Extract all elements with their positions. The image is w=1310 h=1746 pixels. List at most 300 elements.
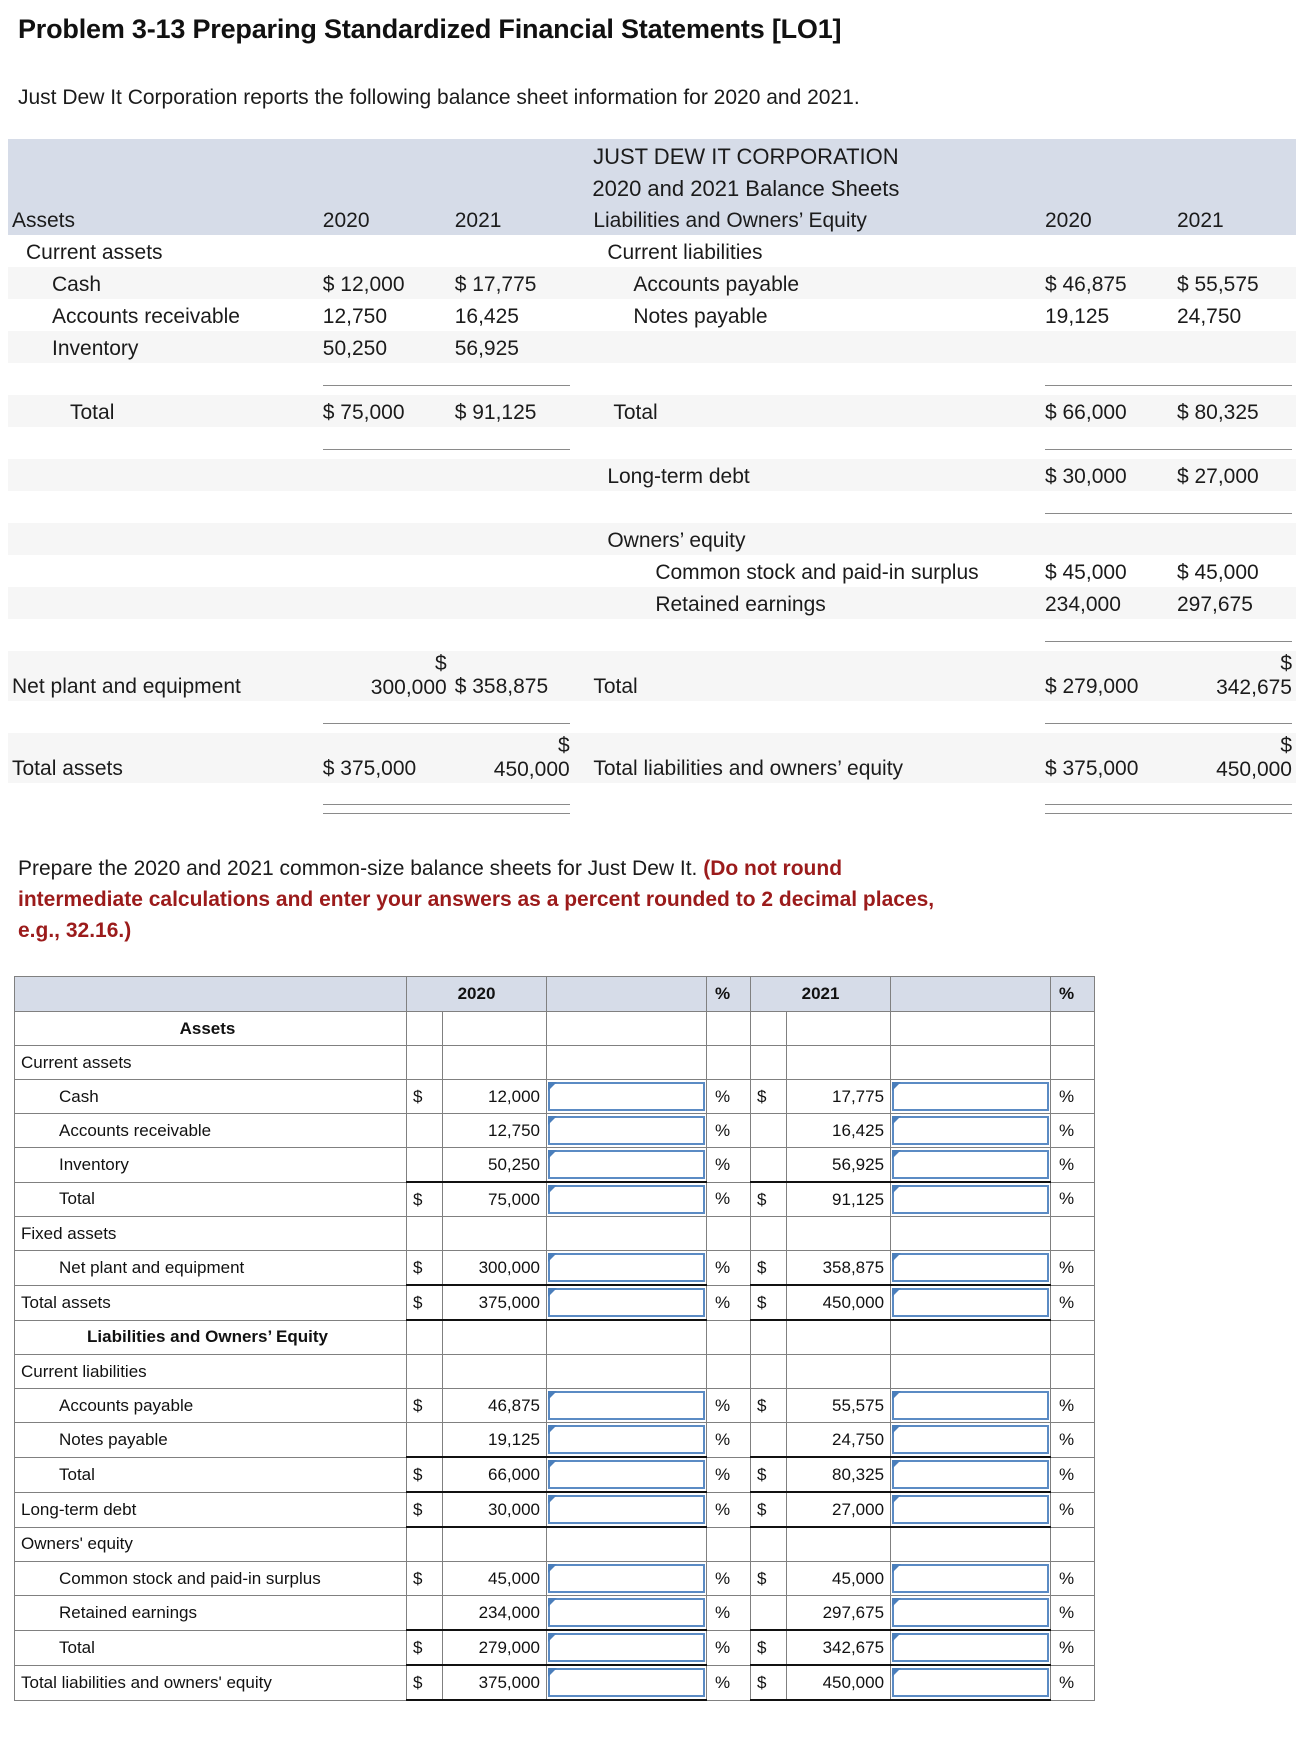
dollar-sign-21: $: [751, 1457, 787, 1492]
row-label: Net plant and equipment: [15, 1251, 407, 1286]
percent-symbol-21: %: [1051, 1596, 1095, 1631]
percent-input-cell-20[interactable]: [547, 1665, 707, 1700]
prompt-black-text: Prepare the 2020 and 2021 common-size balance sheets for Just Dew It.: [18, 857, 698, 880]
percent-symbol-21: [1051, 1355, 1095, 1389]
long-term-debt-2021: $ 27,000: [1173, 459, 1296, 491]
dollar-sign-20: $: [407, 1389, 443, 1423]
percent-input-cell-21: [891, 1217, 1051, 1251]
percent-symbol-21: %: [1051, 1665, 1095, 1700]
percent-input-cell-20[interactable]: [547, 1562, 707, 1596]
percent-input-21[interactable]: [892, 1564, 1049, 1593]
percent-input-cell-20[interactable]: [547, 1114, 707, 1148]
percent-input-cell-21[interactable]: [891, 1630, 1051, 1665]
amount-21: [787, 1046, 891, 1080]
table-row: [15, 1665, 1095, 1700]
percent-input-cell-21: [891, 1355, 1051, 1389]
percent-input-20[interactable]: [548, 1391, 705, 1420]
percent-symbol-21: %: [1051, 1389, 1095, 1423]
long-term-debt-2020: $ 30,000: [1041, 459, 1173, 491]
table-row: [15, 1148, 1095, 1183]
bs-row-npe-and-oe-total: [8, 651, 1296, 701]
dollar-sign-20: $: [407, 1285, 443, 1320]
bs-row-owners-equity-header: [8, 523, 1296, 555]
amount-21: 16,425: [787, 1114, 891, 1148]
table-row: [15, 1320, 1095, 1355]
percent-input-cell-20[interactable]: [547, 1182, 707, 1217]
current-assets-total-2020: $ 75,000: [319, 395, 451, 427]
percent-symbol-21: [1051, 1320, 1095, 1355]
table-row: [15, 1457, 1095, 1492]
dollar-sign-21: [751, 1320, 787, 1355]
prompt-red-text: (Do not round intermediate calculations and enter your answers as a percent rounded to 2 decimal places, e.g., 32.16.): [18, 857, 935, 942]
percent-symbol-20: %: [707, 1251, 751, 1286]
percent-symbol-20: [707, 1355, 751, 1389]
notes-payable-2020: 19,125: [1041, 299, 1173, 331]
percent-symbol-20: [707, 1012, 751, 1046]
amount-21: 17,775: [787, 1080, 891, 1114]
percent-input-cell-20[interactable]: [547, 1457, 707, 1492]
percent-symbol-21: [1051, 1527, 1095, 1562]
amount-21: [787, 1527, 891, 1562]
percent-input-21[interactable]: [892, 1668, 1049, 1697]
amount-21: 450,000: [787, 1665, 891, 1700]
dollar-sign-20: $: [407, 1457, 443, 1492]
row-label: Liabilities and Owners’ Equity: [15, 1320, 407, 1355]
percent-symbol-21: %: [1051, 1148, 1095, 1183]
notes-payable-label: Notes payable: [589, 299, 1041, 331]
accounts-payable-label: Accounts payable: [589, 267, 1041, 299]
oe-total-2021-dollar: $: [1280, 652, 1292, 675]
dollar-sign-20: $: [407, 1492, 443, 1527]
percent-input-21[interactable]: [892, 1598, 1049, 1627]
percent-input-cell-20: [547, 1012, 707, 1046]
percent-input-20[interactable]: [548, 1495, 705, 1524]
percent-input-cell-20[interactable]: [547, 1492, 707, 1527]
table-row: [15, 1389, 1095, 1423]
percent-input-21[interactable]: [892, 1150, 1049, 1179]
percent-input-cell-21[interactable]: [891, 1148, 1051, 1183]
bs-row-retained-earnings: [8, 587, 1296, 619]
amount-21: [787, 1320, 891, 1355]
dollar-sign-20: [407, 1148, 443, 1183]
percent-input-20[interactable]: [548, 1150, 705, 1179]
percent-symbol-20: [707, 1046, 751, 1080]
percent-input-20[interactable]: [548, 1185, 705, 1214]
percent-input-cell-21: [891, 1012, 1051, 1046]
bs-row-inventory: [8, 331, 1296, 363]
dollar-sign-20: $: [407, 1630, 443, 1665]
row-label: Current assets: [15, 1046, 407, 1080]
cash-2021: $ 17,775: [451, 267, 574, 299]
tl-2021-amount: 450,000: [1216, 758, 1292, 781]
percent-symbol-20: %: [707, 1182, 751, 1217]
amount-21: 80,325: [787, 1457, 891, 1492]
amount-21: 56,925: [787, 1148, 891, 1183]
percent-input-cell-20: [547, 1046, 707, 1080]
amount-20: 375,000: [443, 1285, 547, 1320]
percent-symbol-21: [1051, 1046, 1095, 1080]
tl-2021-dollar: $: [1280, 734, 1292, 757]
dollar-sign-21: [751, 1217, 787, 1251]
dollar-sign-21: [751, 1046, 787, 1080]
cash-2020: $ 12,000: [319, 267, 451, 299]
percent-symbol-20: [707, 1527, 751, 1562]
long-term-debt-label: Long-term debt: [589, 459, 1041, 491]
row-label: Long-term debt: [15, 1492, 407, 1527]
row-label: Total: [15, 1457, 407, 1492]
percent-input-20[interactable]: [548, 1564, 705, 1593]
percent-input-20[interactable]: [548, 1668, 705, 1697]
amount-20: 45,000: [443, 1562, 547, 1596]
percent-symbol-21: %: [1051, 1251, 1095, 1286]
company-name: JUST DEW IT CORPORATION: [319, 139, 1173, 171]
problem-page: [0, 14, 1310, 1701]
percent-input-20[interactable]: [548, 1253, 705, 1282]
table-row: [15, 1355, 1095, 1389]
row-label: Owners' equity: [15, 1527, 407, 1562]
bs-row-current-headers: [8, 235, 1296, 267]
page-title: Problem 3-13 Preparing Standardized Financial Statements [LO1]: [18, 14, 842, 44]
percent-input-21[interactable]: [892, 1253, 1049, 1282]
dollar-sign-20: [407, 1114, 443, 1148]
amount-20: [443, 1355, 547, 1389]
dollar-sign-21: [751, 1355, 787, 1389]
owners-equity-total-2021: [1173, 651, 1296, 701]
row-label: Cash: [15, 1080, 407, 1114]
total-assets-2021-dollar: $: [558, 734, 570, 757]
percent-symbol-21: %: [1051, 1080, 1095, 1114]
accounts-receivable-2020: 12,750: [319, 299, 451, 331]
table-row: [15, 1114, 1095, 1148]
percent-symbol-20: %: [707, 1423, 751, 1458]
common-size-answer-table: [14, 976, 1310, 1701]
npe-2020-amount: 300,000: [370, 676, 447, 699]
dollar-sign-20: [407, 1320, 443, 1355]
row-label: Assets: [15, 1012, 407, 1046]
percent-input-cell-20[interactable]: [547, 1285, 707, 1320]
assets-header: Assets: [8, 203, 319, 235]
table-row: [15, 1423, 1095, 1458]
amount-21: [787, 1217, 891, 1251]
percent-input-cell-21: [891, 1320, 1051, 1355]
percent-symbol-20: %: [707, 1492, 751, 1527]
percent-symbol-21: %: [1051, 1285, 1095, 1320]
percent-input-cell-20[interactable]: [547, 1148, 707, 1183]
dollar-sign-20: [407, 1527, 443, 1562]
current-assets-total-label: Total: [8, 395, 319, 427]
table-row: [15, 1046, 1095, 1080]
bs-row-total-assets: [8, 733, 1296, 783]
current-liabilities-total-label: Total: [589, 395, 1041, 427]
current-liabilities-total-2020: $ 66,000: [1041, 395, 1173, 427]
percent-input-cell-21[interactable]: [891, 1562, 1051, 1596]
liabilities-header: Liabilities and Owners’ Equity: [589, 203, 1041, 235]
table-row: [15, 1630, 1095, 1665]
header-2020: 2020: [407, 977, 547, 1012]
bs-rule-above-current-total: [8, 363, 1296, 395]
percent-input-21[interactable]: [892, 1116, 1049, 1145]
percent-symbol-21: %: [1051, 1457, 1095, 1492]
percent-input-cell-21[interactable]: [891, 1423, 1051, 1458]
accounts-payable-2021: $ 55,575: [1173, 267, 1296, 299]
accounts-payable-2020: $ 46,875: [1041, 267, 1173, 299]
inventory-2021: 56,925: [451, 331, 574, 363]
total-liabilities-equity-label: Total liabilities and owners’ equity: [589, 733, 1041, 783]
bs-rule-below-ltd: [8, 491, 1296, 523]
percent-input-cell-21[interactable]: [891, 1492, 1051, 1527]
table-row: [15, 1527, 1095, 1562]
percent-symbol-20: %: [707, 1665, 751, 1700]
amount-21: 342,675: [787, 1630, 891, 1665]
dollar-sign-20: [407, 1012, 443, 1046]
dollar-sign-21: $: [751, 1182, 787, 1217]
bs-row-common-stock: [8, 555, 1296, 587]
assets-2020-header: 2020: [319, 203, 451, 235]
percent-symbol-21: %: [1051, 1423, 1095, 1458]
amount-21: 91,125: [787, 1182, 891, 1217]
accounts-receivable-2021: 16,425: [451, 299, 574, 331]
amount-20: 19,125: [443, 1423, 547, 1458]
row-label: Accounts receivable: [15, 1114, 407, 1148]
percent-symbol-20: %: [707, 1596, 751, 1631]
amount-20: [443, 1527, 547, 1562]
amount-20: 234,000: [443, 1596, 547, 1631]
table-row: [15, 1182, 1095, 1217]
net-plant-equipment-2021: $ 358,875: [451, 651, 574, 701]
percent-input-cell-20[interactable]: [547, 1251, 707, 1286]
bs-title-row-2: [8, 171, 1296, 203]
percent-input-21[interactable]: [892, 1288, 1049, 1317]
percent-input-21[interactable]: [892, 1391, 1049, 1420]
percent-input-20[interactable]: [548, 1425, 705, 1454]
retained-earnings-2020: 234,000: [1041, 587, 1173, 619]
amount-21: [787, 1012, 891, 1046]
amount-20: 50,250: [443, 1148, 547, 1183]
oe-total-2021-amount: 342,675: [1216, 676, 1292, 699]
assets-2021-header: 2021: [451, 203, 574, 235]
percent-input-20[interactable]: [548, 1116, 705, 1145]
percent-input-20[interactable]: [548, 1288, 705, 1317]
answer-table-body: [15, 1012, 1095, 1701]
percent-input-21[interactable]: [892, 1633, 1049, 1662]
total-assets-label: Total assets: [8, 733, 319, 783]
amount-21: 45,000: [787, 1562, 891, 1596]
notes-payable-2021: 24,750: [1173, 299, 1296, 331]
dollar-sign-20: $: [407, 1665, 443, 1700]
dollar-sign-20: [407, 1217, 443, 1251]
bs-row-long-term-debt: [8, 459, 1296, 491]
amount-20: [443, 1217, 547, 1251]
amount-21: 27,000: [787, 1492, 891, 1527]
percent-input-cell-20: [547, 1355, 707, 1389]
percent-symbol-20: [707, 1217, 751, 1251]
percent-input-cell-20[interactable]: [547, 1596, 707, 1631]
current-assets-label: Current assets: [8, 235, 319, 267]
amount-20: 75,000: [443, 1182, 547, 1217]
table-row: [15, 1080, 1095, 1114]
dollar-sign-21: $: [751, 1080, 787, 1114]
row-label: Total assets: [15, 1285, 407, 1320]
dollar-sign-21: [751, 1596, 787, 1631]
dollar-sign-21: [751, 1527, 787, 1562]
bs-rule-above-oe-total: [8, 619, 1296, 651]
row-label: Current liabilities: [15, 1355, 407, 1389]
bs-rule-below-current-total: [8, 427, 1296, 459]
percent-symbol-20: [707, 1320, 751, 1355]
dollar-sign-20: $: [407, 1080, 443, 1114]
common-stock-label: Common stock and paid-in surplus: [589, 555, 1041, 587]
percent-symbol-21: [1051, 1217, 1095, 1251]
retained-earnings-label: Retained earnings: [589, 587, 1041, 619]
current-assets-total-2021: $ 91,125: [451, 395, 574, 427]
accounts-receivable-label: Accounts receivable: [8, 299, 319, 331]
percent-symbol-21: %: [1051, 1492, 1095, 1527]
dollar-sign-20: [407, 1355, 443, 1389]
bs-title-row-1: [8, 139, 1296, 171]
total-assets-2021-amount: 450,000: [493, 758, 570, 781]
dollar-sign-21: $: [751, 1630, 787, 1665]
percent-input-cell-20[interactable]: [547, 1423, 707, 1458]
amount-20: 300,000: [443, 1251, 547, 1286]
retained-earnings-2021: 297,675: [1173, 587, 1296, 619]
bs-column-header-row: [8, 203, 1296, 235]
owners-equity-total-label: Total: [589, 651, 1041, 701]
percent-input-cell-20[interactable]: [547, 1630, 707, 1665]
percent-symbol-20: %: [707, 1562, 751, 1596]
header-blank: [15, 977, 407, 1012]
percent-input-cell-20: [547, 1320, 707, 1355]
dollar-sign-20: $: [407, 1251, 443, 1286]
amount-21: 55,575: [787, 1389, 891, 1423]
percent-input-20[interactable]: [548, 1460, 705, 1489]
percent-input-cell-21[interactable]: [891, 1251, 1051, 1286]
row-label: Total liabilities and owners' equity: [15, 1665, 407, 1700]
dollar-sign-21: $: [751, 1562, 787, 1596]
dollar-sign-21: $: [751, 1389, 787, 1423]
question-prompt: [18, 853, 938, 946]
balance-sheet-table: [8, 139, 1296, 815]
dollar-sign-20: $: [407, 1182, 443, 1217]
percent-input-cell-21: [891, 1046, 1051, 1080]
percent-input-21[interactable]: [892, 1185, 1049, 1214]
percent-symbol-21: %: [1051, 1630, 1095, 1665]
percent-input-21[interactable]: [892, 1425, 1049, 1454]
answer-table-header-row: [15, 977, 1095, 1012]
percent-input-cell-20: [547, 1217, 707, 1251]
percent-input-cell-21[interactable]: [891, 1665, 1051, 1700]
percent-input-cell-21[interactable]: [891, 1080, 1051, 1114]
dollar-sign-20: [407, 1423, 443, 1458]
bs-rule-above-total-assets: [8, 701, 1296, 733]
amount-20: [443, 1320, 547, 1355]
row-label: Fixed assets: [15, 1217, 407, 1251]
percent-input-cell-20: [547, 1527, 707, 1562]
current-liabilities-label: Current liabilities: [589, 235, 1041, 267]
header-2020-input: [547, 977, 707, 1012]
dollar-sign-20: $: [407, 1562, 443, 1596]
percent-input-21[interactable]: [892, 1460, 1049, 1489]
header-percent-2020: %: [707, 977, 751, 1012]
percent-symbol-21: %: [1051, 1182, 1095, 1217]
net-plant-equipment-2020: [319, 651, 451, 701]
percent-input-cell-21[interactable]: [891, 1457, 1051, 1492]
amount-20: [443, 1046, 547, 1080]
common-stock-2021: $ 45,000: [1173, 555, 1296, 587]
net-plant-equipment-label: Net plant and equipment: [8, 651, 319, 701]
dollar-sign-21: $: [751, 1285, 787, 1320]
percent-input-cell-21: [891, 1527, 1051, 1562]
liab-2020-header: 2020: [1041, 203, 1173, 235]
percent-input-cell-21[interactable]: [891, 1596, 1051, 1631]
percent-input-cell-21[interactable]: [891, 1285, 1051, 1320]
row-label: Notes payable: [15, 1423, 407, 1458]
total-assets-2021: [451, 733, 574, 783]
owners-equity-label: Owners’ equity: [589, 523, 1041, 555]
amount-20: 30,000: [443, 1492, 547, 1527]
total-liabilities-equity-2021: [1173, 733, 1296, 783]
amount-20: [443, 1012, 547, 1046]
amount-20: 66,000: [443, 1457, 547, 1492]
table-row: [15, 1217, 1095, 1251]
header-2021: 2021: [751, 977, 891, 1012]
percent-symbol-21: [1051, 1012, 1095, 1046]
npe-2020-dollar: $: [435, 652, 447, 675]
amount-20: 375,000: [443, 1665, 547, 1700]
amount-20: 12,000: [443, 1080, 547, 1114]
amount-21: 450,000: [787, 1285, 891, 1320]
amount-20: 46,875: [443, 1389, 547, 1423]
total-assets-2020: $ 375,000: [319, 733, 451, 783]
dollar-sign-20: [407, 1596, 443, 1631]
dollar-sign-21: $: [751, 1492, 787, 1527]
table-row: [15, 1492, 1095, 1527]
percent-symbol-20: %: [707, 1285, 751, 1320]
row-label: Inventory: [15, 1148, 407, 1183]
percent-input-21[interactable]: [892, 1082, 1049, 1111]
percent-symbol-20: %: [707, 1114, 751, 1148]
amount-20: 12,750: [443, 1114, 547, 1148]
balance-sheet-subtitle: 2020 and 2021 Balance Sheets: [319, 171, 1173, 203]
amount-20: 279,000: [443, 1630, 547, 1665]
bs-row-ar-np: [8, 299, 1296, 331]
percent-input-20[interactable]: [548, 1598, 705, 1627]
row-label: Total: [15, 1182, 407, 1217]
dollar-sign-21: $: [751, 1251, 787, 1286]
percent-input-cell-21[interactable]: [891, 1182, 1051, 1217]
common-stock-2020: $ 45,000: [1041, 555, 1173, 587]
percent-input-cell-21[interactable]: [891, 1114, 1051, 1148]
bs-row-current-totals: [8, 395, 1296, 427]
current-liabilities-total-2021: $ 80,325: [1173, 395, 1296, 427]
dollar-sign-20: [407, 1046, 443, 1080]
dollar-sign-21: [751, 1148, 787, 1183]
table-row: [15, 1012, 1095, 1046]
percent-symbol-20: %: [707, 1080, 751, 1114]
dollar-sign-21: [751, 1114, 787, 1148]
table-row: [15, 1562, 1095, 1596]
bs-row-cash-ap: [8, 267, 1296, 299]
dollar-sign-21: [751, 1012, 787, 1046]
percent-input-cell-21[interactable]: [891, 1389, 1051, 1423]
percent-input-20[interactable]: [548, 1633, 705, 1662]
amount-21: [787, 1355, 891, 1389]
percent-input-21[interactable]: [892, 1495, 1049, 1524]
percent-input-20[interactable]: [548, 1082, 705, 1111]
table-row: [15, 1596, 1095, 1631]
percent-input-cell-20[interactable]: [547, 1389, 707, 1423]
cash-label: Cash: [8, 267, 319, 299]
percent-input-cell-20[interactable]: [547, 1080, 707, 1114]
